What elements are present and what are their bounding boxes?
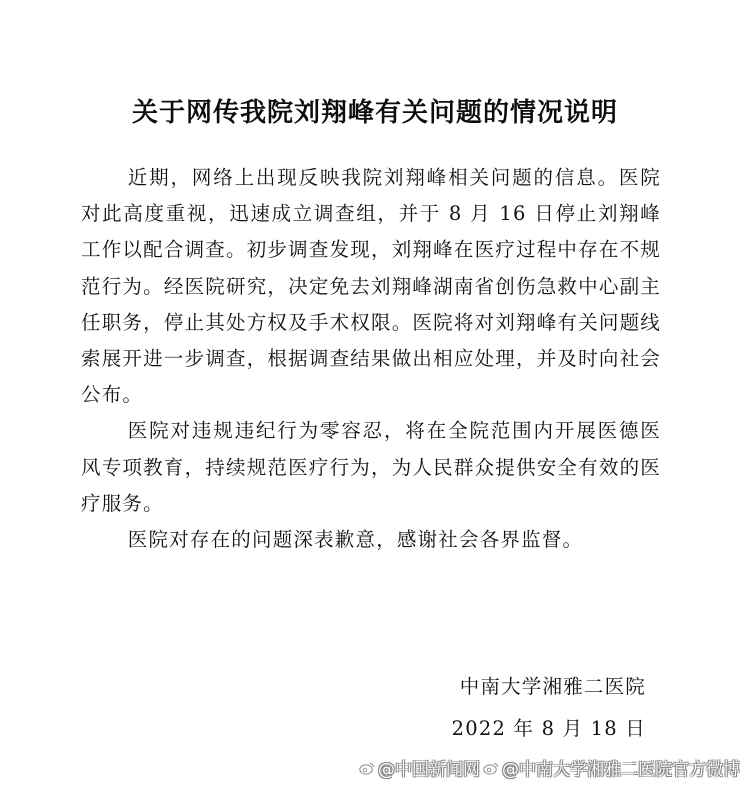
weibo-icon [359, 761, 375, 775]
signature-organization: 中南大学湘雅二医院 [459, 675, 646, 698]
document-body [81, 160, 661, 558]
watermark-source-2: @中南大学湘雅二医院官方微博 [502, 760, 740, 780]
paragraph-investigation: 近期，网络上出现反映我院刘翔峰相关问题的信息。医院对此高度重视，迅速成立调查组，并于 8 月 16 日停止刘翔峰工作以配合调查。初步调查发现，刘翔峰在医疗过程中存在不规范行为。经医院研究，决定免去刘翔峰湖南省创伤急救中心副主任职务，停止其处方权及手术权限。医院将对刘翔峰有关问题线索展开进一步调查，根据调查结果做出相应处理，并及时向社会公布。 [81, 166, 661, 407]
paragraph-apology: 医院对存在的问题深表歉意，感谢社会各界监督。 [127, 528, 584, 552]
paragraph-zero-tolerance: 医院对违规违纪行为零容忍，将在全院范围内开展医德医风专项教育，持续规范医疗行为，为人民群众提供安全有效的医疗服务。 [81, 419, 661, 515]
signature-block [452, 666, 646, 750]
document-title: 关于网传我院刘翔峰有关问题的情况说明 [131, 98, 618, 129]
weibo-icon [483, 761, 499, 775]
watermark-source-1: @中国新闻网 [378, 760, 480, 780]
signature-date: 2022 年 8 月 18 日 [451, 717, 646, 740]
weibo-watermark [359, 755, 740, 780]
